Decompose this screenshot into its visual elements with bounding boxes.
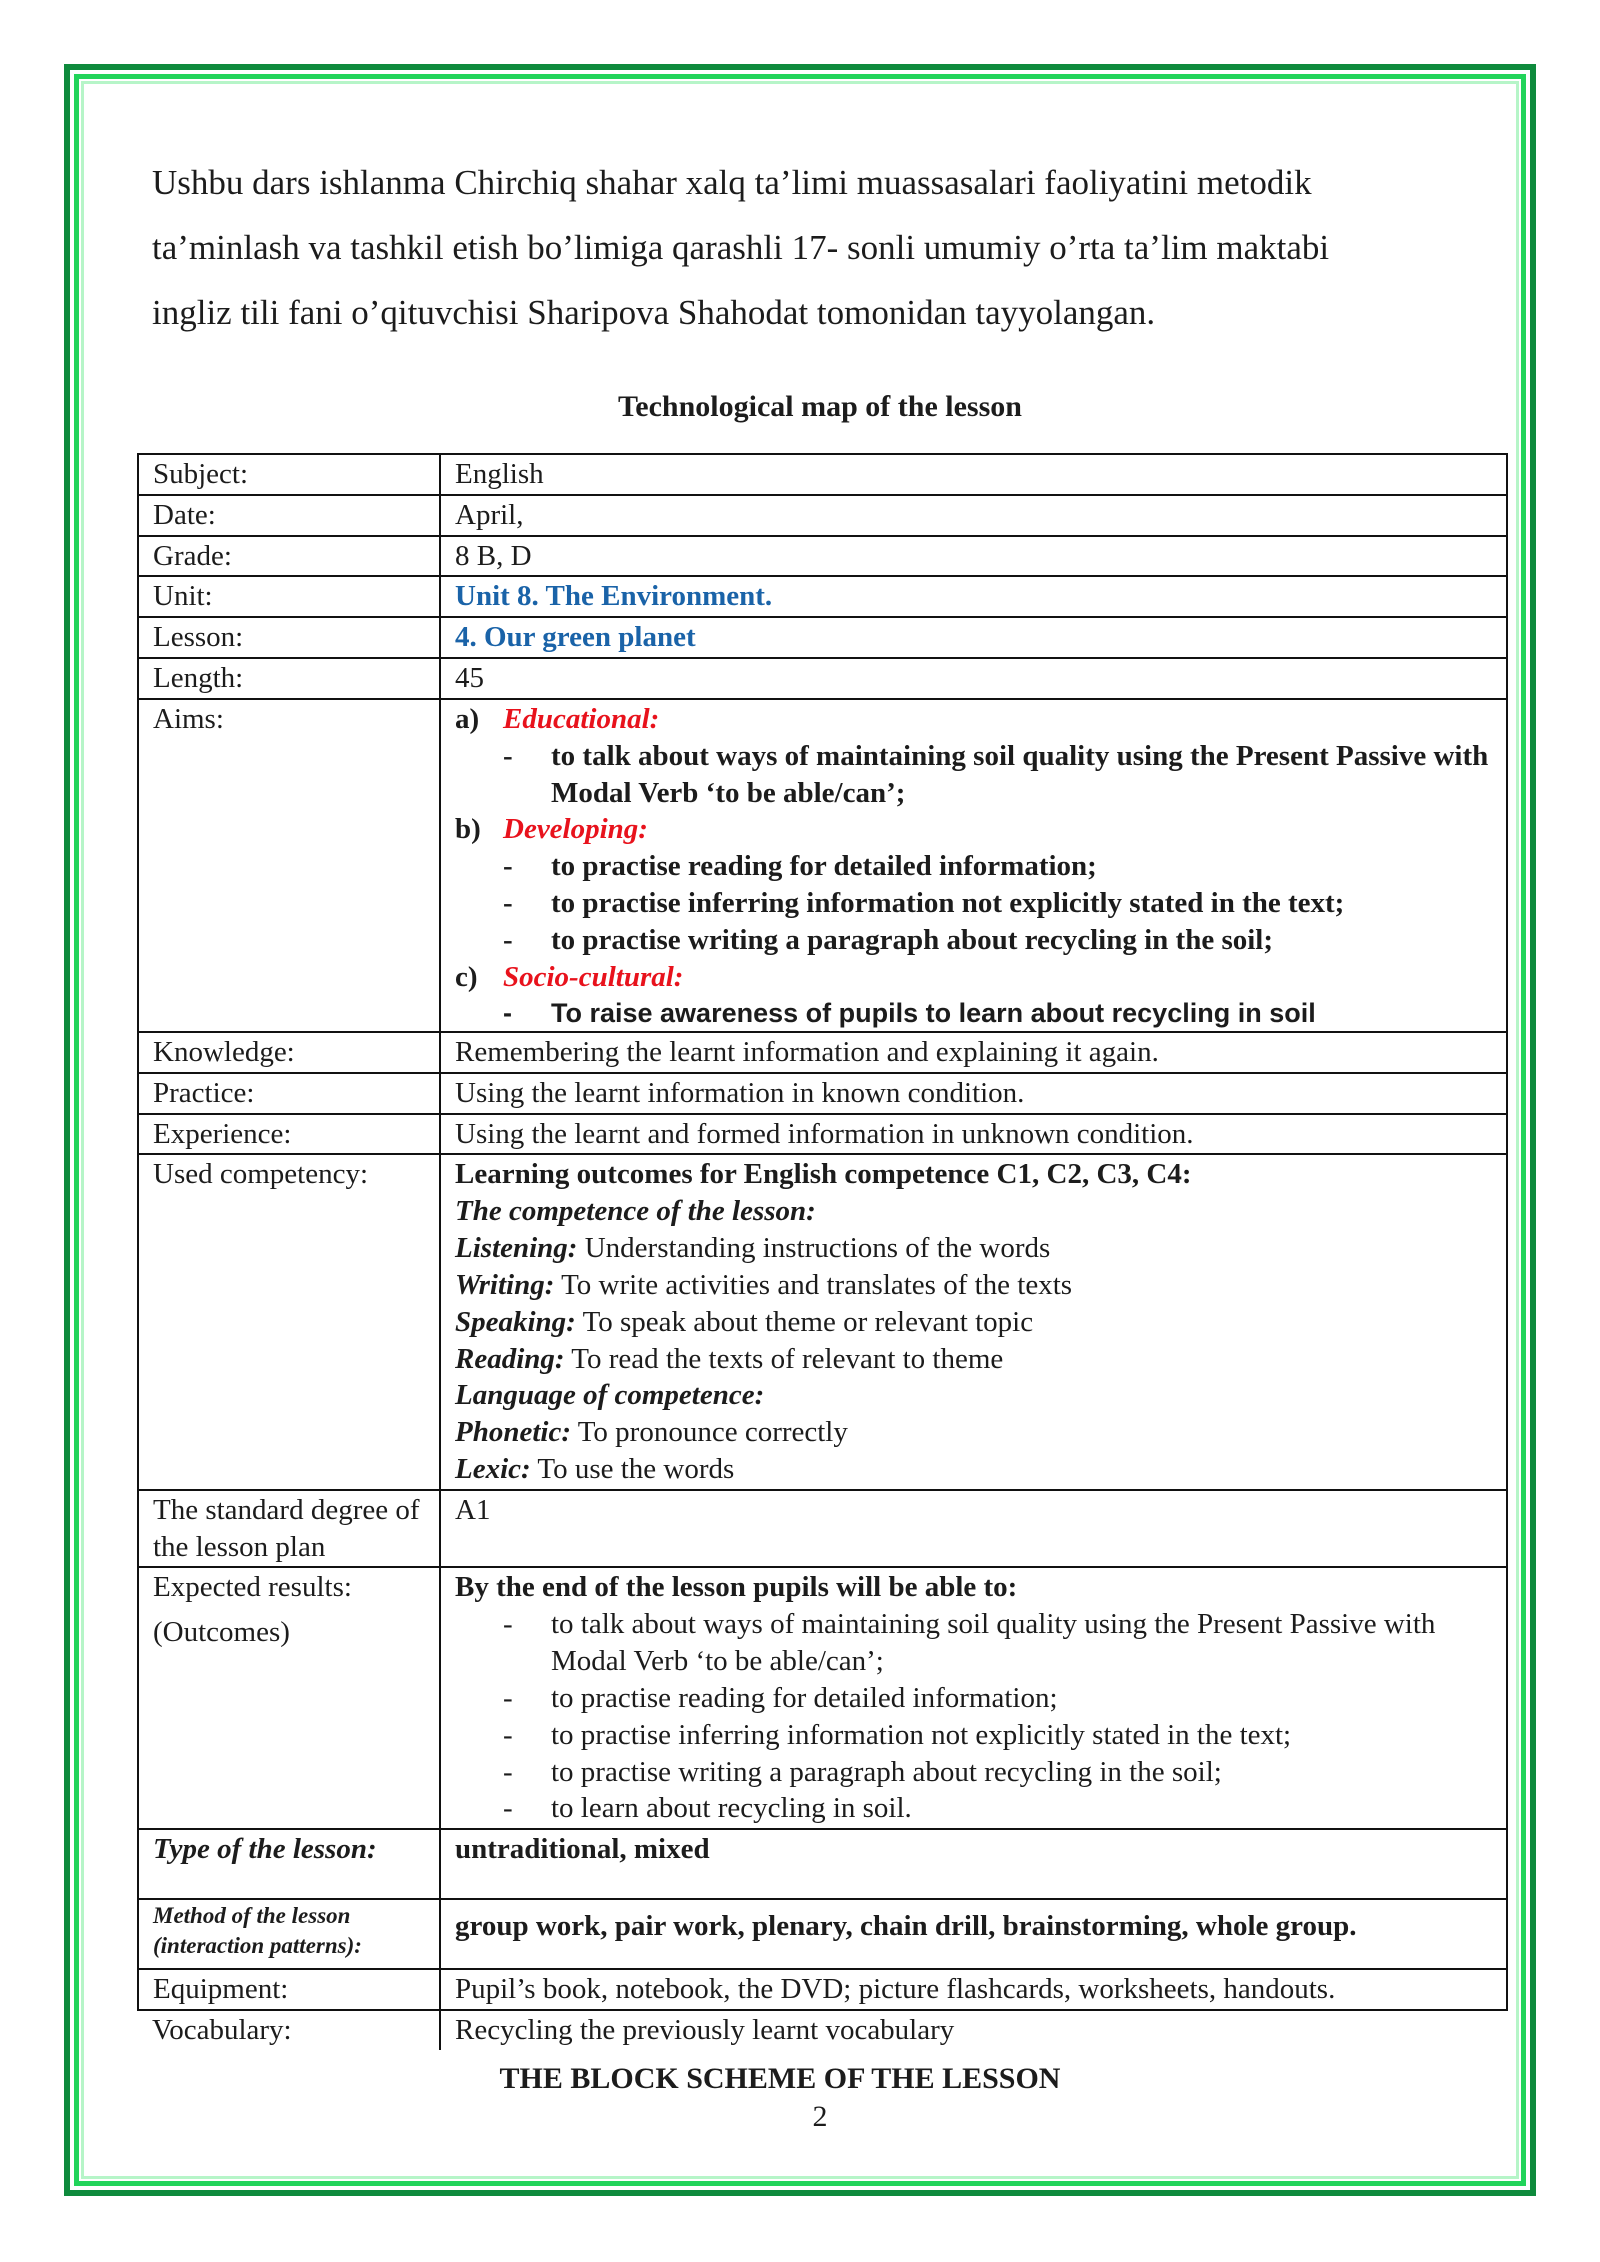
competency-cell [440, 1154, 1507, 1489]
list-item: - to practise inferring information not explicitly stated in the text; [503, 887, 1345, 920]
row-value: A1 [440, 1490, 1507, 1568]
table-row [138, 1490, 1507, 1568]
row-label: Practice: [138, 1073, 440, 1114]
row-label: Equipment: [138, 1969, 440, 2010]
aim-heading [455, 701, 1492, 738]
row-value: Recycling the previously learnt vocabulary [440, 2010, 1507, 2050]
expected-label: Expected results: [153, 1571, 352, 1604]
block-scheme-title: THE BLOCK SCHEME OF THE LESSON [499, 2062, 1061, 2095]
row-value: Pupil’s book, notebook, the DVD; picture flashcards, worksheets, handouts. [440, 1969, 1507, 2010]
expected-heading: By the end of the lesson pupils will be able to: [455, 1571, 1018, 1604]
row-label: Type of the lesson: [138, 1829, 440, 1899]
aim-list [455, 996, 1492, 1030]
table-row [138, 495, 1507, 536]
expected-list [455, 1606, 1492, 1827]
competency-line: Reading: To read the texts of relevant to theme [455, 1342, 1004, 1375]
table-row [138, 658, 1507, 699]
table-row [138, 1032, 1507, 1073]
competency-line: Phonetic: To pronounce correctly [455, 1416, 848, 1449]
row-label: Length: [138, 658, 440, 699]
table-row [138, 1969, 1507, 2010]
intro-line: ingliz tili fani o’qituvchisi Sharipova Shahodat tomonidan tayyolangan. [152, 293, 1156, 332]
row-label: Subject: [138, 454, 440, 495]
aim-heading [455, 811, 1492, 848]
row-label: Grade: [138, 536, 440, 577]
list-item: - To raise awareness of pupils to learn about recycling in soil [503, 997, 1316, 1028]
language-competence: Language of competence: [455, 1379, 765, 1412]
row-label: Unit: [138, 576, 440, 617]
list-item: - to talk about ways of maintaining soil quality using the Present Passive with Modal Verb ‘to be able/can’; [503, 739, 1489, 809]
row-label: Knowledge: [138, 1032, 440, 1073]
list-item: - to practise writing a paragraph about recycling in the soil; [503, 923, 1274, 956]
row-value: 45 [440, 658, 1507, 699]
row-value: English [440, 454, 1507, 495]
aim-title: Developing: [503, 813, 648, 846]
competency-line: Writing: To write activities and translates of the texts [455, 1268, 1073, 1301]
competency-line: Lexic: To use the words [455, 1452, 735, 1485]
table-row [138, 1899, 1507, 1969]
row-value: Using the learnt information in known condition. [440, 1073, 1507, 1114]
unit-value: Unit 8. The Environment. [440, 576, 1507, 617]
list-item: - to practise inferring information not explicitly stated in the text; [503, 1718, 1292, 1751]
table-row [138, 699, 1507, 1032]
intro-line: ta’minlash va tashkil etish bo’limiga qarashli 17- sonli umumiy o’rta ta’lim maktabi [152, 228, 1330, 267]
list-item: - to practise reading for detailed information; [503, 850, 1097, 883]
competency-line: Speaking: To speak about theme or relevant topic [455, 1305, 1034, 1338]
row-label: Aims: [138, 699, 440, 1032]
list-item: - to talk about ways of maintaining soil quality using the Present Passive with Modal Verb ‘to be able/can’; [503, 1608, 1436, 1678]
aim-list [455, 738, 1492, 812]
row-value: group work, pair work, plenary, chain drill, brainstorming, whole group. [440, 1899, 1507, 1969]
row-value: April, [440, 495, 1507, 536]
intro-paragraph [152, 150, 1452, 345]
intro-line: Ushbu dars ishlanma Chirchiq shahar xalq ta’limi muassasalari faoliyatini metodik [152, 163, 1312, 202]
table-row [138, 1154, 1507, 1489]
table-row [138, 1073, 1507, 1114]
aim-title: Socio-cultural: [503, 960, 684, 993]
aim-title: Educational: [503, 702, 660, 735]
aim-letter: a) [455, 702, 480, 735]
row-label: Used competency: [138, 1154, 440, 1489]
row-label: Experience: [138, 1114, 440, 1155]
table-row [138, 1114, 1507, 1155]
table-row [138, 1567, 1507, 1829]
aims-cell [440, 699, 1507, 1032]
lesson-value: 4. Our green planet [440, 617, 1507, 658]
row-value: untraditional, mixed [440, 1829, 1507, 1899]
row-label: Lesson: [138, 617, 440, 658]
competency-heading: Learning outcomes for English competence C1, C2, C3, C4: [455, 1158, 1192, 1191]
table-row [138, 2010, 1507, 2050]
list-item: - to learn about recycling in soil. [503, 1792, 912, 1825]
expected-cell [440, 1567, 1507, 1829]
aim-list [455, 848, 1492, 958]
table-row [138, 454, 1507, 495]
map-title: Technological map of the lesson [618, 390, 1022, 423]
row-label: Vocabulary: [138, 2010, 440, 2050]
row-label: Date: [138, 495, 440, 536]
aim-heading [455, 959, 1492, 996]
row-label [138, 1567, 440, 1829]
aim-letter: c) [455, 960, 478, 993]
table-row [138, 1829, 1507, 1899]
table-row [138, 576, 1507, 617]
expected-label-2: (Outcomes) [153, 1616, 290, 1649]
table-row [138, 536, 1507, 577]
row-label: Method of the lesson (interaction patterns): [138, 1899, 440, 1969]
page-number: 2 [812, 2100, 828, 2133]
lesson-competence: The competence of the lesson: [455, 1195, 816, 1228]
technological-map-table [137, 453, 1508, 2050]
aim-letter: b) [455, 813, 481, 846]
row-value: Using the learnt and formed information in unknown condition. [440, 1114, 1507, 1155]
row-value: Remembering the learnt information and explaining it again. [440, 1032, 1507, 1073]
table-row [138, 617, 1507, 658]
competency-line: Listening: Understanding instructions of the words [455, 1232, 1051, 1265]
row-label: The standard degree of the lesson plan [138, 1490, 440, 1568]
row-value: 8 B, D [440, 536, 1507, 577]
list-item: - to practise reading for detailed information; [503, 1681, 1058, 1714]
list-item: - to practise writing a paragraph about recycling in the soil; [503, 1755, 1222, 1788]
